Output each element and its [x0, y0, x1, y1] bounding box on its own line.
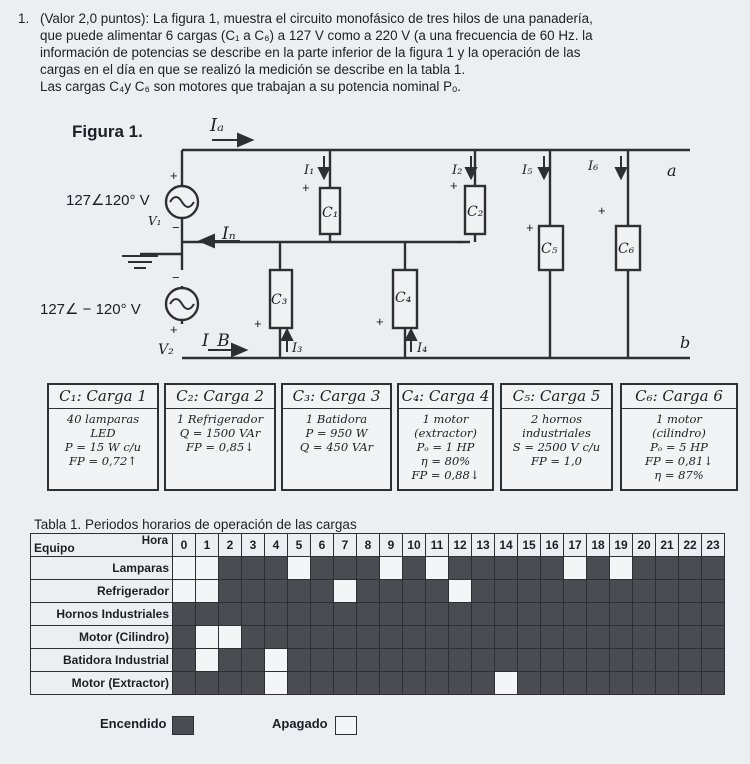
- schedule-cell-on: [426, 603, 449, 626]
- hour-header: 16: [541, 534, 564, 557]
- schedule-cell-on: [541, 649, 564, 672]
- schedule-cell-on: [426, 580, 449, 603]
- label-i4: I₄: [417, 341, 428, 356]
- label-c4: C₄: [395, 290, 412, 306]
- schedule-cell-on: [426, 649, 449, 672]
- load-spec-line: S = 2500 V c/u: [512, 440, 601, 454]
- schedule-cell-off: [564, 557, 587, 580]
- schedule-cell-on: [472, 580, 495, 603]
- schedule-cell-on: [311, 580, 334, 603]
- load-spec-line: FP = 0,72↑: [69, 454, 137, 468]
- schedule-cell-on: [265, 580, 288, 603]
- load-spec-body: [502, 409, 611, 468]
- equipment-name: Motor (Cilindro): [31, 626, 173, 649]
- schedule-cell-off: [196, 580, 219, 603]
- label-c6: C₆: [618, 241, 635, 257]
- schedule-cell-on: [702, 603, 725, 626]
- corner-equipment-label: Equipo: [34, 541, 75, 555]
- legend-on-swatch: [172, 716, 194, 735]
- hour-header: 23: [702, 534, 725, 557]
- load-spec-line: 1 motor: [422, 412, 469, 426]
- schedule-cell-on: [196, 603, 219, 626]
- table-title: Tabla 1. Periodos horarios de operación de las cargas: [34, 517, 357, 532]
- sign-c5-plus: +: [526, 220, 534, 235]
- schedule-cell-off: [265, 649, 288, 672]
- equipment-name: Refrigerador: [31, 580, 173, 603]
- schedule-cell-on: [288, 603, 311, 626]
- schedule-cell-on: [564, 580, 587, 603]
- schedule-cell-on: [265, 626, 288, 649]
- load-spec-header: C₆: Carga 6: [622, 385, 736, 409]
- schedule-cell-on: [610, 626, 633, 649]
- hour-header: 15: [518, 534, 541, 557]
- source-top-label: 127∠120° V: [66, 192, 150, 209]
- schedule-cell-on: [173, 603, 196, 626]
- schedule-cell-on: [564, 672, 587, 695]
- hour-header: 8: [357, 534, 380, 557]
- schedule-cell-on: [656, 580, 679, 603]
- schedule-cell-on: [242, 557, 265, 580]
- schedule-cell-on: [403, 603, 426, 626]
- schedule-cell-off: [426, 557, 449, 580]
- load-spec-line: FP = 0,88↓: [411, 468, 480, 482]
- hour-header: 3: [242, 534, 265, 557]
- schedule-cell-on: [403, 557, 426, 580]
- schedule-cell-on: [495, 649, 518, 672]
- schedule-cell-off: [173, 557, 196, 580]
- sign-c3-plus: +: [254, 316, 262, 331]
- source-bottom-tag: V₂: [158, 342, 174, 358]
- load-spec-box: [281, 383, 392, 491]
- load-spec-line: P = 950 W: [305, 426, 368, 440]
- load-spec-box: [397, 383, 494, 491]
- hour-header: 19: [610, 534, 633, 557]
- schedule-cell-on: [288, 649, 311, 672]
- schedule-cell-on: [541, 557, 564, 580]
- schedule-cell-on: [610, 603, 633, 626]
- equipment-name: Motor (Extractor): [31, 672, 173, 695]
- equipment-name: Batidora Industrial: [31, 649, 173, 672]
- schedule-cell-off: [196, 649, 219, 672]
- schedule-cell-on: [610, 649, 633, 672]
- schedule-cell-off: [610, 557, 633, 580]
- schedule-cell-on: [702, 672, 725, 695]
- label-c3: C₃: [271, 292, 288, 308]
- source-bottom-label: 127∠ − 120° V: [40, 301, 141, 318]
- table-row: [31, 649, 725, 672]
- schedule-cell-on: [587, 672, 610, 695]
- schedule-cell-on: [449, 603, 472, 626]
- schedule-cell-on: [656, 649, 679, 672]
- statement-line-2: que puede alimentar 6 cargas (C₁ a C₆) a 127 V como a 220 V (a una frecuencia de 60 Hz. la: [40, 28, 593, 43]
- load-spec-header: C₁: Carga 1: [49, 385, 157, 409]
- schedule-cell-on: [311, 603, 334, 626]
- hour-header: 4: [265, 534, 288, 557]
- table-row: [31, 626, 725, 649]
- load-spec-line: (cilindro): [652, 426, 706, 440]
- problem-number: 1.: [18, 11, 30, 26]
- load-spec-body: [622, 409, 736, 482]
- schedule-cell-on: [633, 603, 656, 626]
- schedule-cell-on: [357, 557, 380, 580]
- table-row: [31, 603, 725, 626]
- sign-c2-plus: +: [450, 178, 458, 193]
- load-spec-body: [166, 409, 274, 454]
- schedule-cell-on: [679, 672, 702, 695]
- hour-header: 10: [403, 534, 426, 557]
- load-spec-line: 1 motor: [656, 412, 702, 426]
- schedule-cell-on: [334, 603, 357, 626]
- schedule-cell-off: [265, 672, 288, 695]
- schedule-cell-on: [541, 626, 564, 649]
- schedule-cell-on: [472, 672, 495, 695]
- schedule-cell-on: [403, 580, 426, 603]
- schedule-cell-on: [518, 557, 541, 580]
- sign-c1-plus: +: [302, 180, 310, 195]
- hour-header: 11: [426, 534, 449, 557]
- load-spec-header: C₃: Carga 3: [283, 385, 390, 409]
- load-spec-body: [399, 409, 492, 482]
- load-spec-line: FP = 0,81↓: [645, 454, 713, 468]
- label-ib: I_B: [202, 331, 230, 351]
- schedule-cell-on: [679, 580, 702, 603]
- load-spec-line: Pₒ = 1 HP: [416, 440, 475, 454]
- schedule-cell-on: [472, 649, 495, 672]
- schedule-cell-on: [334, 626, 357, 649]
- schedule-table: [30, 533, 725, 695]
- schedule-cell-off: [334, 580, 357, 603]
- schedule-cell-on: [242, 580, 265, 603]
- load-spec-header: C₂: Carga 2: [166, 385, 274, 409]
- load-spec-header: C₄: Carga 4: [399, 385, 492, 409]
- table-row: [31, 557, 725, 580]
- schedule-cell-on: [702, 580, 725, 603]
- hour-header: 21: [656, 534, 679, 557]
- schedule-cell-on: [564, 649, 587, 672]
- load-spec-header: C₅: Carga 5: [502, 385, 611, 409]
- schedule-cell-on: [587, 603, 610, 626]
- schedule-cell-on: [587, 557, 610, 580]
- schedule-cell-off: [449, 580, 472, 603]
- schedule-cell-on: [380, 580, 403, 603]
- schedule-cell-on: [633, 580, 656, 603]
- schedule-cell-on: [311, 672, 334, 695]
- schedule-cell-on: [633, 626, 656, 649]
- schedule-cell-on: [472, 557, 495, 580]
- schedule-cell-on: [472, 603, 495, 626]
- sign-c6-plus: +: [598, 203, 606, 218]
- label-c1: C₁: [322, 205, 339, 221]
- arrow-in: [200, 235, 214, 247]
- load-spec-box: [47, 383, 159, 491]
- schedule-cell-on: [219, 603, 242, 626]
- load-spec-body: [283, 409, 390, 454]
- schedule-cell-on: [242, 649, 265, 672]
- load-spec-line: FP = 0,85↓: [186, 440, 254, 454]
- node-a: a: [667, 161, 677, 180]
- schedule-cell-off: [495, 672, 518, 695]
- hour-header: 14: [495, 534, 518, 557]
- schedule-cell-on: [656, 672, 679, 695]
- schedule-cell-on: [449, 626, 472, 649]
- schedule-cell-on: [472, 626, 495, 649]
- legend-off-swatch: [335, 716, 357, 735]
- arrow-ib: [232, 344, 246, 356]
- schedule-cell-on: [541, 580, 564, 603]
- schedule-cell-on: [403, 649, 426, 672]
- circuit-diagram: [0, 110, 750, 385]
- schedule-cell-on: [656, 557, 679, 580]
- statement-line-1: (Valor 2,0 puntos): La figura 1, muestra el circuito monofásico de tres hilos de una panadería,: [40, 11, 593, 26]
- schedule-cell-on: [403, 672, 426, 695]
- schedule-cell-on: [633, 649, 656, 672]
- schedule-cell-on: [311, 557, 334, 580]
- sign-v2-minus: −: [172, 270, 180, 285]
- load-spec-box: [620, 383, 738, 491]
- hour-header: 7: [334, 534, 357, 557]
- schedule-cell-on: [449, 672, 472, 695]
- load-spec-line: LED: [90, 426, 116, 440]
- schedule-cell-on: [380, 672, 403, 695]
- schedule-cell-on: [426, 672, 449, 695]
- label-c2: C₂: [467, 204, 484, 220]
- schedule-cell-on: [656, 603, 679, 626]
- schedule-cell-on: [518, 603, 541, 626]
- statement-line-3: información de potencias se describe en la parte inferior de la figura 1 y la operación de las: [40, 45, 581, 60]
- schedule-cell-on: [288, 672, 311, 695]
- schedule-cell-on: [357, 580, 380, 603]
- schedule-cell-off: [219, 626, 242, 649]
- schedule-cell-on: [219, 649, 242, 672]
- schedule-cell-on: [495, 580, 518, 603]
- schedule-cell-on: [357, 649, 380, 672]
- node-b: b: [680, 333, 691, 352]
- label-i2: I₂: [452, 163, 463, 178]
- sign-v2-plus: +: [170, 322, 178, 337]
- corner-hour-label: Hora: [141, 535, 168, 547]
- sign-c4-plus: +: [376, 314, 384, 329]
- table-row: [31, 672, 725, 695]
- schedule-cell-on: [357, 672, 380, 695]
- schedule-cell-on: [495, 603, 518, 626]
- load-spec-line: (extractor): [414, 426, 477, 440]
- schedule-cell-on: [702, 557, 725, 580]
- schedule-cell-on: [449, 649, 472, 672]
- schedule-cell-off: [196, 626, 219, 649]
- load-spec-body: [49, 409, 157, 468]
- legend-off-label: Apagado: [272, 716, 328, 731]
- schedule-cell-on: [334, 672, 357, 695]
- schedule-cell-on: [587, 580, 610, 603]
- schedule-cell-on: [518, 672, 541, 695]
- hour-header: 18: [587, 534, 610, 557]
- label-i1: I₁: [304, 163, 315, 178]
- schedule-cell-on: [518, 580, 541, 603]
- schedule-cell-on: [541, 672, 564, 695]
- figure-title: Figura 1.: [72, 122, 143, 141]
- schedule-cell-on: [219, 580, 242, 603]
- schedule-cell-on: [633, 672, 656, 695]
- legend-on-label: Encendido: [100, 716, 167, 731]
- schedule-cell-on: [564, 626, 587, 649]
- schedule-cell-on: [679, 603, 702, 626]
- load-spec-line: 40 lamparas: [66, 412, 140, 426]
- schedule-cell-on: [380, 603, 403, 626]
- statement-line-4: cargas en el día en que se realizó la medición se describe en la tabla 1.: [40, 62, 466, 77]
- schedule-cell-on: [265, 557, 288, 580]
- load-spec-line: 1 Refrigerador: [176, 412, 264, 426]
- schedule-cell-on: [610, 580, 633, 603]
- hour-header: 9: [380, 534, 403, 557]
- schedule-cell-on: [449, 557, 472, 580]
- equipment-name: Lamparas: [31, 557, 173, 580]
- schedule-cell-on: [265, 603, 288, 626]
- schedule-cell-on: [334, 649, 357, 672]
- schedule-cell-on: [357, 626, 380, 649]
- schedule-cell-on: [288, 580, 311, 603]
- load-spec-line: 2 hornos: [530, 412, 583, 426]
- statement-line-5: Las cargas C₄y C₆ son motores que trabajan a su potencia nominal Pₒ.: [40, 79, 461, 94]
- schedule-cell-off: [288, 557, 311, 580]
- load-spec-box: [164, 383, 276, 491]
- load-spec-line: P = 15 W c/u: [64, 440, 142, 454]
- schedule-cell-on: [518, 649, 541, 672]
- schedule-cell-on: [403, 626, 426, 649]
- load-spec-line: industriales: [522, 426, 591, 440]
- table-corner: [31, 534, 173, 557]
- sign-v1-plus: +: [170, 168, 178, 183]
- hour-header: 5: [288, 534, 311, 557]
- schedule-cell-on: [311, 649, 334, 672]
- label-c5: C₅: [541, 241, 558, 257]
- schedule-cell-on: [610, 672, 633, 695]
- schedule-cell-on: [288, 626, 311, 649]
- schedule-cell-on: [380, 626, 403, 649]
- hour-header: 13: [472, 534, 495, 557]
- schedule-cell-on: [633, 557, 656, 580]
- sign-v1-minus: −: [172, 220, 180, 235]
- load-spec-line: 1 Batidora: [305, 412, 368, 426]
- schedule-cell-on: [702, 626, 725, 649]
- schedule-cell-on: [679, 557, 702, 580]
- load-spec-box: [500, 383, 613, 491]
- source-top-tag: V₁: [148, 214, 162, 228]
- label-i6: I₆: [588, 159, 599, 174]
- schedule-cell-on: [242, 603, 265, 626]
- schedule-cell-on: [679, 626, 702, 649]
- schedule-cell-on: [495, 557, 518, 580]
- schedule-cell-on: [311, 626, 334, 649]
- equipment-name: Hornos Industriales: [31, 603, 173, 626]
- label-i3: I₃: [292, 341, 303, 356]
- arrow-ia: [238, 134, 252, 146]
- load-spec-line: η = 87%: [654, 468, 704, 482]
- schedule-cell-off: [173, 580, 196, 603]
- hour-header: 20: [633, 534, 656, 557]
- label-i5: I₅: [522, 163, 533, 178]
- schedule-cell-on: [334, 557, 357, 580]
- schedule-cell-off: [196, 557, 219, 580]
- schedule-cell-on: [518, 626, 541, 649]
- problem-statement: [18, 10, 738, 95]
- table-row: [31, 580, 725, 603]
- schedule-cell-on: [656, 626, 679, 649]
- hour-header: 1: [196, 534, 219, 557]
- schedule-cell-on: [380, 649, 403, 672]
- load-spec-line: FP = 1,0: [531, 454, 582, 468]
- schedule-cell-on: [173, 649, 196, 672]
- load-spec-line: Q = 450 VAr: [299, 440, 374, 454]
- schedule-cell-on: [587, 649, 610, 672]
- schedule-cell-on: [702, 649, 725, 672]
- schedule-cell-on: [219, 672, 242, 695]
- schedule-cell-on: [679, 649, 702, 672]
- schedule-cell-on: [541, 603, 564, 626]
- hour-header: 6: [311, 534, 334, 557]
- schedule-cell-on: [495, 626, 518, 649]
- schedule-cell-off: [380, 557, 403, 580]
- schedule-cell-on: [564, 603, 587, 626]
- sign-c2-minus: −: [456, 235, 464, 250]
- schedule-cell-on: [426, 626, 449, 649]
- schedule-cell-on: [242, 626, 265, 649]
- schedule-cell-on: [587, 626, 610, 649]
- schedule-cell-on: [173, 672, 196, 695]
- schedule-cell-on: [242, 672, 265, 695]
- schedule-cell-on: [357, 603, 380, 626]
- load-spec-line: η = 80%: [420, 454, 471, 468]
- schedule-cell-on: [219, 557, 242, 580]
- hour-header: 2: [219, 534, 242, 557]
- load-spec-line: Pₒ = 5 HP: [650, 440, 708, 454]
- label-in: Iₙ: [222, 224, 236, 244]
- label-ia: Iₐ: [210, 115, 224, 136]
- hour-header: 22: [679, 534, 702, 557]
- schedule-cell-on: [196, 672, 219, 695]
- load-spec-line: Q = 1500 VAr: [179, 426, 261, 440]
- hour-header: 0: [173, 534, 196, 557]
- schedule-cell-on: [173, 626, 196, 649]
- hour-header: 17: [564, 534, 587, 557]
- hour-header: 12: [449, 534, 472, 557]
